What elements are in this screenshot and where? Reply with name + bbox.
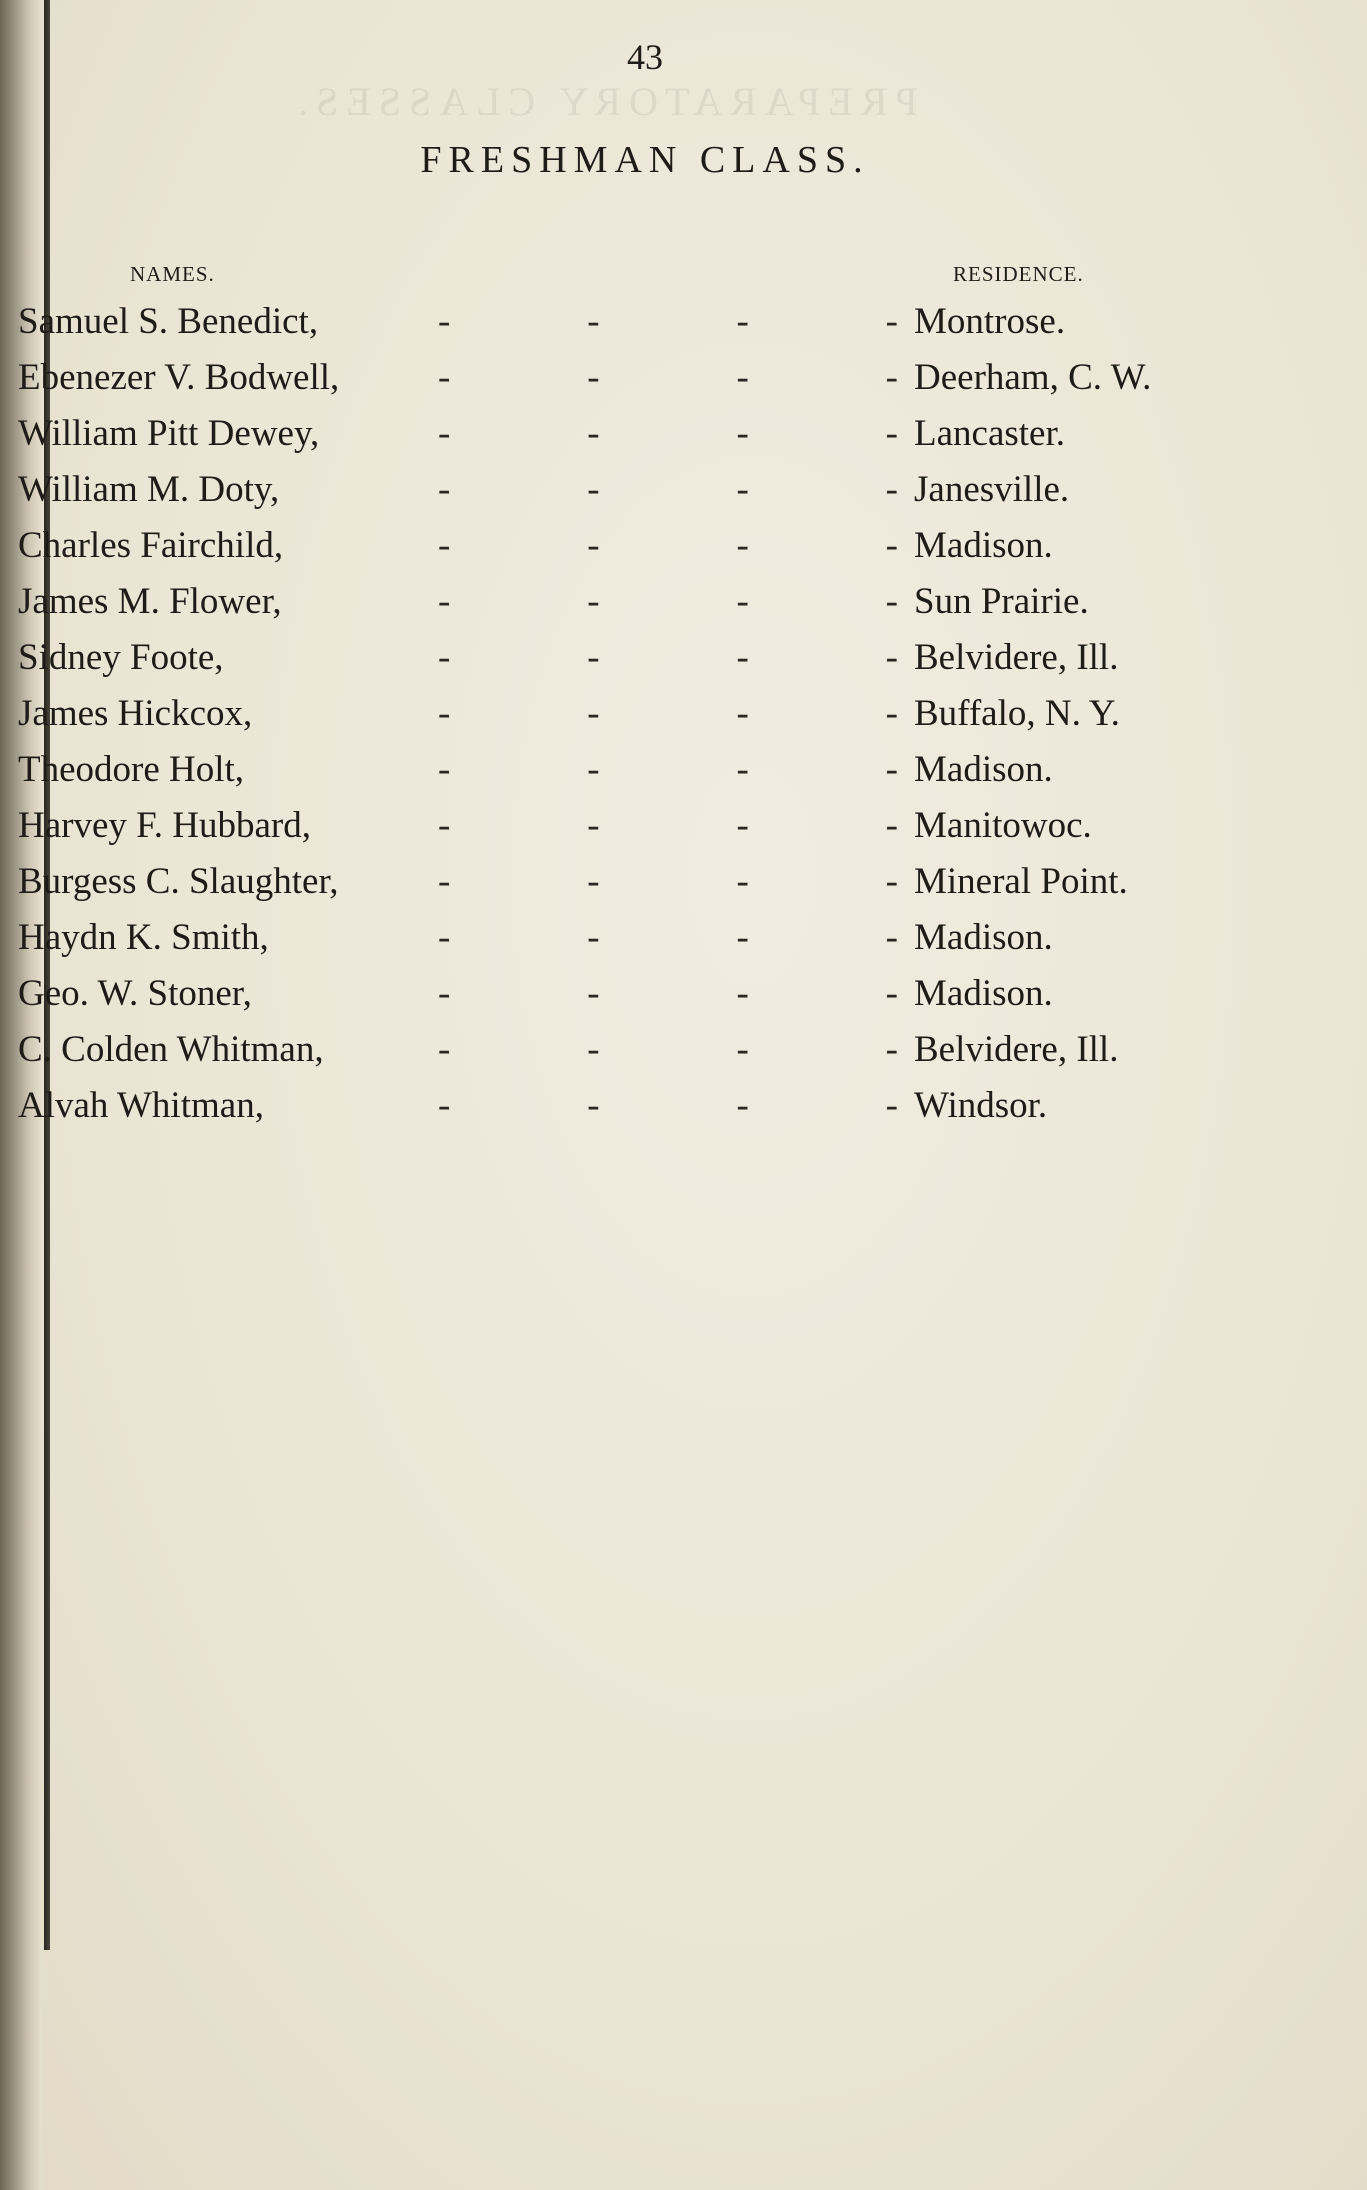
leader-dash: - [885, 581, 898, 622]
leader-dash: - [438, 301, 451, 342]
leader-dash: - [587, 917, 600, 958]
student-residence: Montrose. [914, 301, 1066, 342]
dot-leaders [438, 524, 898, 567]
dot-leaders [438, 916, 898, 959]
dot-leaders [438, 1028, 898, 1071]
list-item [18, 972, 1268, 1028]
leader-dash: - [885, 749, 898, 790]
student-roster [18, 300, 1268, 1140]
list-item [18, 468, 1268, 524]
dot-leaders [438, 412, 898, 455]
leader-dash: - [438, 525, 451, 566]
leader-dash: - [438, 637, 451, 678]
leader-dash: - [587, 637, 600, 678]
leader-dash: - [885, 1029, 898, 1070]
leader-dash: - [885, 693, 898, 734]
leader-dash: - [885, 805, 898, 846]
leader-dash: - [885, 973, 898, 1014]
student-name: James M. Flower, [18, 581, 282, 622]
section-title: FRESHMAN CLASS. [420, 139, 870, 181]
leader-dash: - [885, 413, 898, 454]
student-name: Charles Fairchild, [18, 525, 284, 566]
leader-dash: - [736, 749, 749, 790]
student-residence: Deerham, C. W. [914, 357, 1152, 398]
list-item [18, 300, 1268, 356]
dot-leaders [438, 1084, 898, 1127]
leader-dash: - [587, 357, 600, 398]
leader-dash: - [736, 525, 749, 566]
dot-leaders [438, 860, 898, 903]
student-name: Ebenezer V. Bodwell, [18, 357, 340, 398]
leader-dash: - [885, 917, 898, 958]
list-item [18, 860, 1268, 916]
leader-dash: - [587, 805, 600, 846]
leader-dash: - [736, 1029, 749, 1070]
leader-dash: - [438, 413, 451, 454]
leader-dash: - [587, 1085, 600, 1126]
leader-dash: - [438, 805, 451, 846]
leader-dash: - [736, 469, 749, 510]
leader-dash: - [587, 413, 600, 454]
leader-dash: - [885, 1085, 898, 1126]
leader-dash: - [587, 973, 600, 1014]
list-item [18, 636, 1268, 692]
dot-leaders [438, 972, 898, 1015]
leader-dash: - [736, 301, 749, 342]
list-item [18, 804, 1268, 860]
names-column-header: NAMES. [130, 262, 215, 286]
list-item [18, 916, 1268, 972]
list-item [18, 524, 1268, 580]
page-number: 43 [627, 37, 663, 77]
leader-dash: - [736, 581, 749, 622]
dot-leaders [438, 300, 898, 343]
residence-column-header: RESIDENCE. [953, 262, 1084, 286]
list-item [18, 1084, 1268, 1140]
list-item [18, 692, 1268, 748]
leader-dash: - [587, 301, 600, 342]
student-residence: Janesville. [914, 469, 1070, 510]
student-name: Harvey F. Hubbard, [18, 805, 311, 846]
list-item [18, 412, 1268, 468]
student-name: Geo. W. Stoner, [18, 973, 252, 1014]
leader-dash: - [885, 301, 898, 342]
leader-dash: - [736, 637, 749, 678]
student-residence: Madison. [914, 973, 1053, 1014]
student-name: William Pitt Dewey, [18, 413, 320, 454]
list-item [18, 1028, 1268, 1084]
dot-leaders [438, 692, 898, 735]
leader-dash: - [736, 917, 749, 958]
leader-dash: - [438, 861, 451, 902]
leader-dash: - [587, 581, 600, 622]
dot-leaders [438, 748, 898, 791]
student-name: Samuel S. Benedict, [18, 301, 319, 342]
list-item [18, 580, 1268, 636]
student-residence: Mineral Point. [914, 861, 1128, 902]
student-name: William M. Doty, [18, 469, 280, 510]
student-residence: Belvidere, Ill. [914, 1029, 1119, 1070]
student-name: Haydn K. Smith, [18, 917, 269, 958]
student-name: Theodore Holt, [18, 749, 245, 790]
dot-leaders [438, 356, 898, 399]
leader-dash: - [438, 973, 451, 1014]
student-name: James Hickcox, [18, 693, 253, 734]
leader-dash: - [885, 525, 898, 566]
dot-leaders [438, 468, 898, 511]
leader-dash: - [438, 1029, 451, 1070]
leader-dash: - [885, 637, 898, 678]
student-residence: Sun Prairie. [914, 581, 1089, 622]
leader-dash: - [438, 357, 451, 398]
leader-dash: - [438, 917, 451, 958]
student-name: Sidney Foote, [18, 637, 224, 678]
student-residence: Windsor. [914, 1085, 1048, 1126]
student-residence: Madison. [914, 749, 1053, 790]
leader-dash: - [438, 693, 451, 734]
leader-dash: - [885, 357, 898, 398]
leader-dash: - [438, 469, 451, 510]
leader-dash: - [587, 861, 600, 902]
list-item [18, 748, 1268, 804]
leader-dash: - [587, 1029, 600, 1070]
leader-dash: - [587, 469, 600, 510]
leader-dash: - [438, 749, 451, 790]
dot-leaders [438, 804, 898, 847]
dot-leaders [438, 580, 898, 623]
leader-dash: - [885, 861, 898, 902]
leader-dash: - [736, 805, 749, 846]
student-residence: Lancaster. [914, 413, 1065, 454]
student-name: C. Colden Whitman, [18, 1029, 324, 1070]
student-residence: Buffalo, N. Y. [914, 693, 1120, 734]
student-name: Burgess C. Slaughter, [18, 861, 339, 902]
leader-dash: - [587, 525, 600, 566]
leader-dash: - [736, 357, 749, 398]
leader-dash: - [438, 1085, 451, 1126]
list-item [18, 356, 1268, 412]
leader-dash: - [736, 413, 749, 454]
dot-leaders [438, 636, 898, 679]
student-residence: Belvidere, Ill. [914, 637, 1119, 678]
leader-dash: - [885, 469, 898, 510]
leader-dash: - [736, 1085, 749, 1126]
student-residence: Madison. [914, 525, 1053, 566]
leader-dash: - [736, 973, 749, 1014]
leader-dash: - [587, 693, 600, 734]
leader-dash: - [438, 581, 451, 622]
show-through-text: PREPARATORY CLASSES. [290, 79, 918, 124]
leader-dash: - [587, 749, 600, 790]
student-residence: Manitowoc. [914, 805, 1092, 846]
leader-dash: - [736, 861, 749, 902]
student-residence: Madison. [914, 917, 1053, 958]
leader-dash: - [736, 693, 749, 734]
student-name: Alvah Whitman, [18, 1085, 264, 1126]
